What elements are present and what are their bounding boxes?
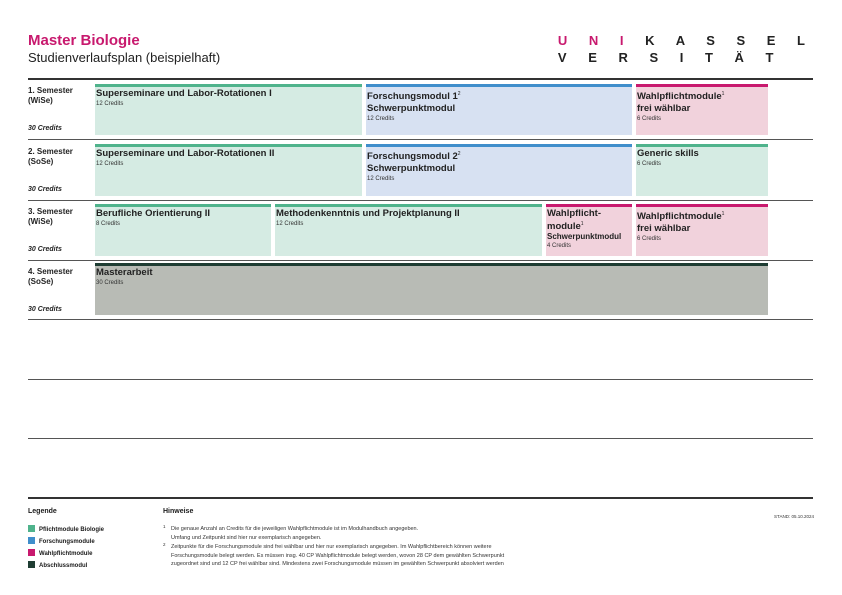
legend-swatch: [28, 549, 35, 556]
module-wahlpflicht-1: Wahlpflichtmodule$^1$ frei wählbar 6 Credits: [636, 84, 768, 135]
semester-3-credits: 30 Credits: [28, 246, 62, 253]
row-divider: [28, 200, 813, 201]
row-divider: [28, 438, 813, 439]
row-divider: [28, 260, 813, 261]
note-2: 2 Zeitpunkte für die Forschungsmodule sind frei wählbar und hier nur exemplarisch angegeben. Im Wahlpflichtbereich können weitere Forschungsmodule belegt werden. Es müssen insg. 40 CP Wahlpflichtmodule belegt werden, wovon 28 CP dem gewählten Schwerpunkt zugeordnet sind und 12 CP frei wählbar sind. Mindestens zwei Forschungsmodule müssen im gewählten Schwerpunkt absolviert werden: [163, 542, 505, 567]
semester-4-credits: 30 Credits: [28, 306, 62, 313]
legend-item: Wahlpflichtmodule: [28, 549, 92, 557]
semester-4-label: 4. Semester (SoSe): [28, 267, 73, 286]
module-masterarbeit: Masterarbeit 30 Credits: [95, 263, 768, 315]
legend-swatch: [28, 561, 35, 568]
module-forschungsmodul-2: Forschungsmodul $2^2$ Schwerpunktmodul 12 Credits: [366, 144, 632, 196]
semester-2-credits: 30 Credits: [28, 186, 62, 193]
semester-2-label: 2. Semester (SoSe): [28, 147, 73, 166]
notes-heading: Hinweise: [163, 508, 194, 515]
module-generic-skills: Generic skills 6 Credits: [636, 144, 768, 196]
logo-kassel: K A S S E L: [645, 33, 814, 48]
row-divider: [28, 319, 813, 320]
module-methodenkenntnis: Methodenkenntnis und Projektplanung II 12 Credits: [275, 204, 542, 256]
legend-item: Abschlussmodul: [28, 561, 87, 569]
legend-item: Forschungsmodule: [28, 537, 95, 545]
row-divider: [28, 139, 813, 140]
stand-date: STAND: 05.10.2024: [774, 514, 814, 519]
semester-1-label: 1. Semester (WiSe): [28, 86, 73, 105]
page-subtitle: Studienverlaufsplan (beispielhaft): [28, 50, 221, 65]
module-superseminare-2: Superseminare und Labor-Rotationen II 12 Credits: [95, 144, 362, 196]
header-divider: [28, 78, 813, 80]
logo-versitaet: V E R S I T Ä T: [557, 50, 783, 65]
semester-1-credits: 30 Credits: [28, 125, 62, 132]
page-title: Master Biologie: [28, 32, 140, 49]
legend-item: Pflichtmodule Biologie: [28, 525, 104, 533]
semester-3-label: 3. Semester (WiSe): [28, 207, 73, 226]
legend-heading: Legende: [28, 508, 57, 515]
legend-swatch: [28, 525, 35, 532]
module-superseminare-1: Superseminare und Labor-Rotationen I 12 Credits: [95, 84, 362, 135]
row-divider: [28, 379, 813, 380]
logo-uni: U N I: [557, 33, 633, 48]
university-logo: [558, 32, 814, 66]
module-forschungsmodul-1: Forschungsmodul $1^2$ Schwerpunktmodul 12 Credits: [366, 84, 632, 135]
legend-swatch: [28, 537, 35, 544]
module-wahlpflicht-schwerpunkt: Wahlpflicht- module$^1$ Schwerpunktmodul 4 Credits: [546, 204, 632, 256]
module-wahlpflicht-frei: Wahlpflichtmodule$^1$ frei wählbar 6 Credits: [636, 204, 768, 256]
note-1: 1 Die genaue Anzahl an Credits für die jeweiligen Wahlpflichtmodule ist im Modulhandbuch angegeben. Umfang und Zeitpunkt sind hier nur exemplarisch angegeben.: [163, 524, 419, 541]
module-berufliche-orientierung: Berufliche Orientierung II 8 Credits: [95, 204, 271, 256]
footer-divider: [28, 497, 813, 499]
